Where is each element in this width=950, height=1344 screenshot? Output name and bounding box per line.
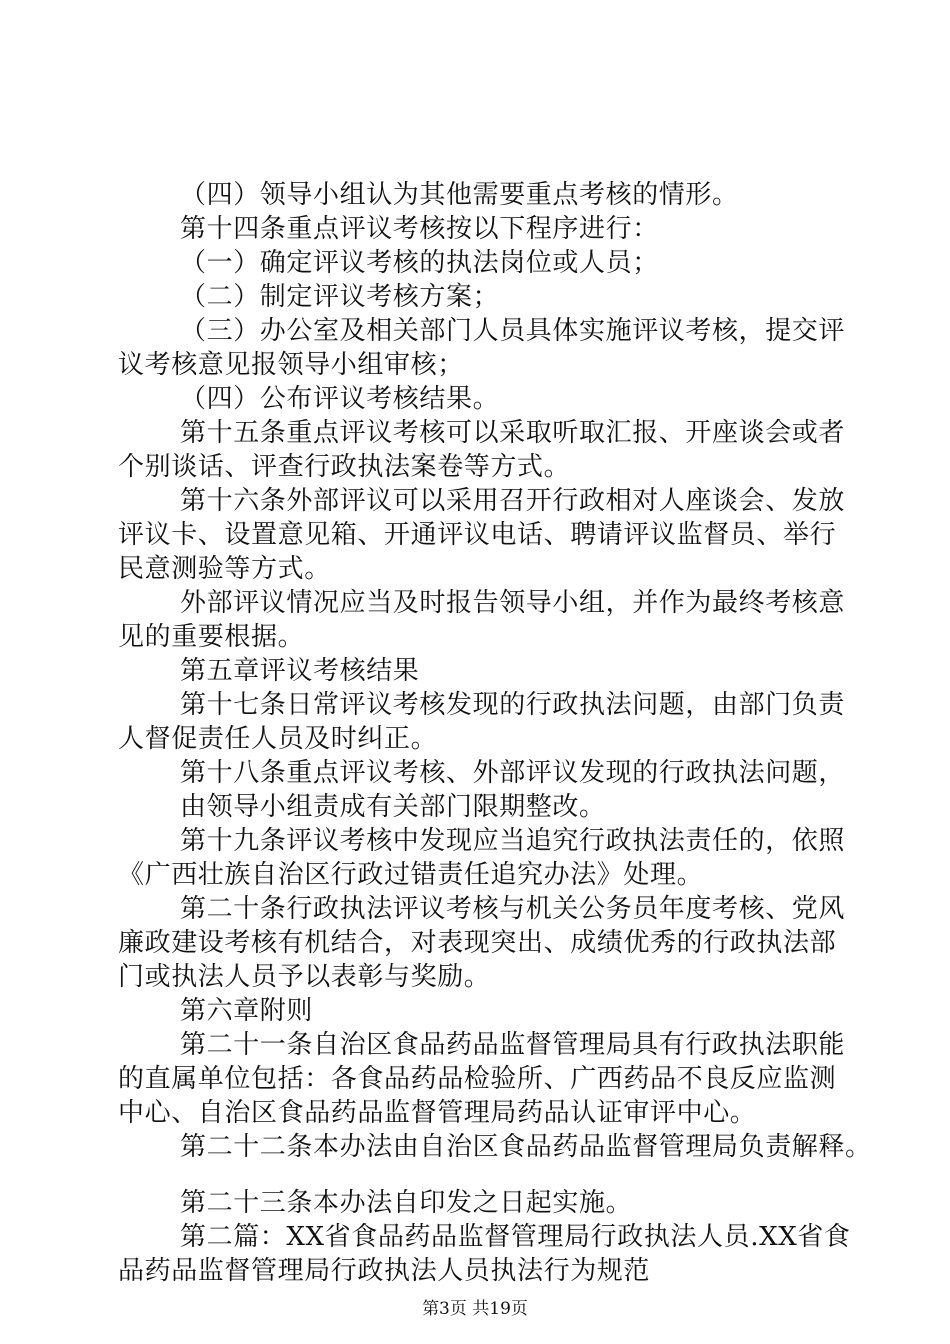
paragraph-line: 第十五条重点评议考核可以采取听取汇报、开座谈会或者 [180, 418, 846, 448]
paragraph-line: 《广西壮族自治区行政过错责任追究办法》处理。 [118, 860, 704, 890]
paragraph-line: 廉政建设考核有机结合，对表现突出、成绩优秀的行政执法部 [118, 928, 837, 958]
paragraph-line: 第二十条行政执法评议考核与机关公务员年度考核、党风 [180, 894, 846, 924]
paragraph-line: （三）办公室及相关部门人员具体实施评议考核，提交评 [180, 316, 846, 346]
paragraph-line: 第二十一条自治区食品药品监督管理局具有行政执法职能 [180, 1030, 846, 1060]
paragraph-line: （四）公布评议考核结果。 [180, 384, 500, 414]
paragraph-line: 第十九条评议考核中发现应当追究行政执法责任的，依照 [180, 826, 846, 856]
paragraph-line: 评议卡、设置意见箱、开通评议电话、聘请评议监督员、举行 [118, 520, 837, 550]
section-heading: 第二篇：XX省食品药品监督管理局行政执法人员.XX省食 [180, 1222, 851, 1252]
paragraph-line: 人督促责任人员及时纠正。 [118, 724, 438, 754]
paragraph-line: 门或执法人员予以表彰与奖励。 [118, 962, 491, 992]
paragraph-line: 中心、自治区食品药品监督管理局药品认证审评中心。 [118, 1098, 757, 1128]
paragraph-line: 第十七条日常评议考核发现的行政执法问题，由部门负责 [180, 690, 846, 720]
paragraph-line: 第十六条外部评议可以采用召开行政相对人座谈会、发放 [180, 486, 846, 516]
paragraph-line: 个别谈话、评查行政执法案卷等方式。 [118, 452, 571, 482]
paragraph-line: 第二十三条本办法自印发之日起实施。 [180, 1188, 633, 1218]
paragraph-line: 第十四条重点评议考核按以下程序进行： [180, 214, 659, 244]
paragraph-line: 外部评议情况应当及时报告领导小组，并作为最终考核意 [180, 588, 846, 618]
paragraph-line: （一）确定评议考核的执法岗位或人员； [180, 248, 659, 278]
paragraph-line: （二）制定评议考核方案； [180, 282, 500, 312]
paragraph-line: 第十八条重点评议考核、外部评议发现的行政执法问题， [180, 758, 846, 788]
paragraph-line: （四）领导小组认为其他需要重点考核的情形。 [180, 180, 739, 210]
paragraph-line: 见的重要根据。 [118, 622, 305, 652]
page-number-footer: 第3页 共19页 [422, 1299, 528, 1319]
chapter-heading: 第六章附则 [180, 996, 314, 1026]
paragraph-line: 由领导小组责成有关部门限期整改。 [180, 792, 606, 822]
paragraph-line: 第二十二条本办法由自治区食品药品监督管理局负责解释。 [180, 1132, 872, 1162]
paragraph-line: 议考核意见报领导小组审核； [118, 350, 464, 380]
paragraph-line: 的直属单位包括：各食品药品检验所、广西药品不良反应监测 [118, 1064, 837, 1094]
paragraph-line: 民意测验等方式。 [118, 554, 331, 584]
section-heading: 品药品监督管理局行政执法人员执法行为规范 [118, 1256, 651, 1286]
chapter-heading: 第五章评议考核结果 [180, 656, 420, 686]
